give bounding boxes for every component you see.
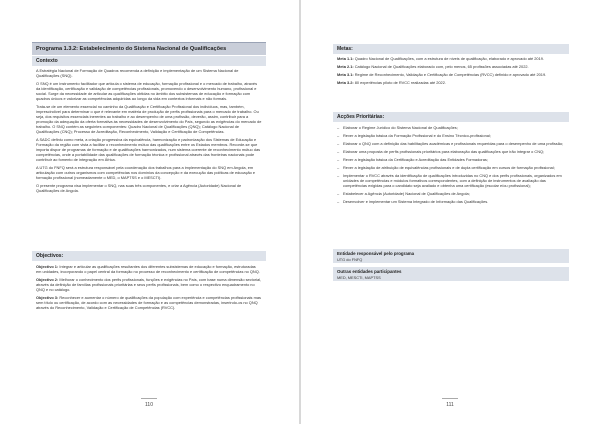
- entity-header: Entidade responsável pelo programa: [333, 249, 569, 256]
- meta-label: Meta 3.1:: [337, 72, 354, 77]
- context-paragraph: O SNQ é um instrumento facilitador que articula o sistema de educação, formação profissional e o mercado de trabalho, através da identificação, certificação e validação de competências profissionais, promovendo o desenvolvimento humano, profissional e social. Surge da necessidade de articular as qualificações obtidas no âmbito dos subsistemas de educação e formação com quadros únicos e valorizar as competências adquiridas ao longo da vida em contextos informais e não formais.: [36, 81, 258, 101]
- right-page: [301, 0, 600, 424]
- action-item: – Rever a legislação básica da Certificação e Acreditação das Entidades Formadoras;: [337, 157, 565, 162]
- actions-header: Acções Prioritárias:: [333, 112, 569, 122]
- metas-header: Metas:: [333, 44, 569, 54]
- meta-item: [337, 80, 565, 85]
- meta-item: [337, 64, 565, 69]
- context-paragraph: A Estratégia Nacional de Formação de Quadros recomenda a definição e implementação de um Sistema Nacional de Qualificações (SNQ).: [36, 68, 239, 78]
- action-item: – Elaborar o Regime Jurídico do Sistema Nacional de Qualificações;: [337, 125, 565, 130]
- entity-value: UTG do FNFQ: [333, 256, 569, 263]
- page-number: 110: [145, 402, 153, 408]
- objective-label: Objectivo 3:: [36, 295, 59, 300]
- actions-list: [337, 125, 565, 204]
- context-paragraph: Trata-se de um elemento essencial no caminho da Qualificação e Certificação Profissional dos indivíduos, mas, também, imprescindível para determinar o que é relevante em matéria de produção de perfis profissionais para o mercado de trabalho. Ou seja, dos requisitos essenciais inerentes ao trabalho e ao desempenho de uma profissão, deverão, assim, contribuir para a promoção da adequação da oferta formativa às necessidades de desenvolvimento do País, segundo as exigências do mercado de trabalho. O SNQ contém as seguintes componentes: Quadro Nacional de Qualificações (QNQ); Catálogo Nacional de Qualificações (CNQ); Processo de Acreditação, Reconhecimento, Validação e Certificação de Competências.: [36, 104, 262, 134]
- meta-label: Meta 2.1:: [337, 64, 354, 69]
- action-item: – Elaborar uma proposta de perfis profissionais prioritários para elaboração das qualificações que irão integrar o CNQ;: [337, 149, 565, 154]
- others-value: MED, MESCTI, MAPTSS: [333, 274, 569, 281]
- meta-text: Regime de Reconhecimento, Validação e Certificação de Competências (RVCC) definido e aprovado até 2019.: [353, 72, 547, 77]
- objective-text: Reconhecer e aumentar o número de qualificações da população com experiência e competências profissionais mas sem título ou certificação, de acordo com as necessidades de formação e as competências demonstradas, inserindo-os no QNQ através do Reconhecimento, Validação e Certificação de Competências (RVCC).: [36, 295, 261, 310]
- others-header: Outras entidades participantes: [333, 267, 569, 274]
- objective-item: [36, 295, 262, 310]
- context-paragraph: A UTG do FNFQ será a estrutura responsável pela coordenação dos trabalhos para a implementação do SNQ em Angola, em articulação com outros organismos com competências nos domínios da concepção e da execução das políticas de educação e formação profissional (nomeadamente o MED, o MAPTSS e o MESCTI).: [36, 165, 256, 180]
- footer-rule: [442, 398, 458, 399]
- context-paragraph: O presente programa visa implementar o SNQ, nas suas três componentes, e criar a Agência (Autoridade) Nacional de Qualificações de Angola.: [36, 183, 242, 193]
- objectives-header: Objectivos:: [32, 251, 266, 261]
- meta-item: [337, 72, 565, 77]
- program-title: Programa 1.3.2: Estabelecimento do Sistema Nacional de Qualificações: [32, 42, 266, 55]
- meta-text: 80 experiências piloto de RVCC realizadas até 2022.: [353, 80, 446, 85]
- action-item: – Estabelecer a Agência (Autoridade) Nacional de Qualificações de Angola;: [337, 191, 565, 196]
- objective-label: Objectivo 2:: [36, 277, 59, 282]
- context-paragraph: A SADC definiu como meta, a criação progressiva da equivalência, harmonização e padronização dos Sistemas de Educação e Formação da região com vista a facilitar o reconhecimento mútuo das qualificações entre os Estados membros. Recorde-se que importa dispor de programas de formação e de qualificações harmonizados, num sistema coerente de reconhecimento mútuo das competências, onde a portabilidade das qualificações de formação técnica e profissional através das fronteiras nacionais pode contribuir ao fomento de integração em África.: [36, 137, 261, 162]
- context-body: [32, 67, 266, 197]
- left-page: [0, 0, 299, 424]
- actions-body: [333, 124, 569, 208]
- meta-label: Meta 3.2:: [337, 80, 354, 85]
- meta-item: [337, 56, 565, 61]
- objective-text: Integrar e articular as qualificações resultantes dos diferentes subsistemas de educação e formação, estruturadas em unidades, incorporando o papel central da formação no processo de reconhecimento e certificação de competências no QNQ.: [36, 264, 260, 274]
- action-item: – Implementar o RVCC através da identificação de qualificações introduzidas no CNQ e dos perfis profissionais, organizados em unidades de competências e módulos formativos correspondentes, com a definição de instrumentos de avaliação das competências exigidas para o candidato seja avaliado e obtenha uma certificação (escolar e/ou profissional);: [337, 173, 565, 188]
- objectives-body: [32, 263, 266, 314]
- context-header: Contexto: [32, 56, 266, 66]
- objective-item: [36, 277, 262, 292]
- metas-body: [333, 55, 569, 89]
- objective-text: Melhorar o conhecimento dos perfis profissionais, funções e exigências no País, com base numa dimensão sectorial, através da definição de famílias profissionais prioritárias e seus perfis profissionais, bem como o respectivo enquadramento no QNQ e no catálogo.: [36, 277, 262, 292]
- page-number: 111: [446, 402, 454, 408]
- objective-label: Objectivo 1:: [36, 264, 59, 269]
- objective-item: [36, 264, 262, 274]
- meta-text: Quadro Nacional de Qualificações, com a estrutura de níveis de qualificação, elaborado e aprovado até 2019.: [353, 56, 544, 61]
- meta-text: Catálogo Nacional de Qualificações elaborado com, pelo menos, 65 profissões associadas até 2022.: [353, 64, 529, 69]
- action-item: – Rever a legislação de atribuição de equivalências profissionais e de dupla certificação em cursos de formação profissional;: [337, 165, 565, 170]
- action-item: – Desenvolver e implementar um Sistema Integrado de Informação das Qualificações.: [337, 199, 565, 204]
- footer-rule: [141, 398, 157, 399]
- meta-label: Meta 1.1:: [337, 56, 354, 61]
- action-item: – Rever a legislação básica da Formação Profissional e do Ensino Técnico-profissional;: [337, 133, 565, 138]
- action-item: – Elaborar o QNQ com a definição das habilitações académicas e profissionais requeridas para o desempenho de uma profissão;: [337, 141, 565, 146]
